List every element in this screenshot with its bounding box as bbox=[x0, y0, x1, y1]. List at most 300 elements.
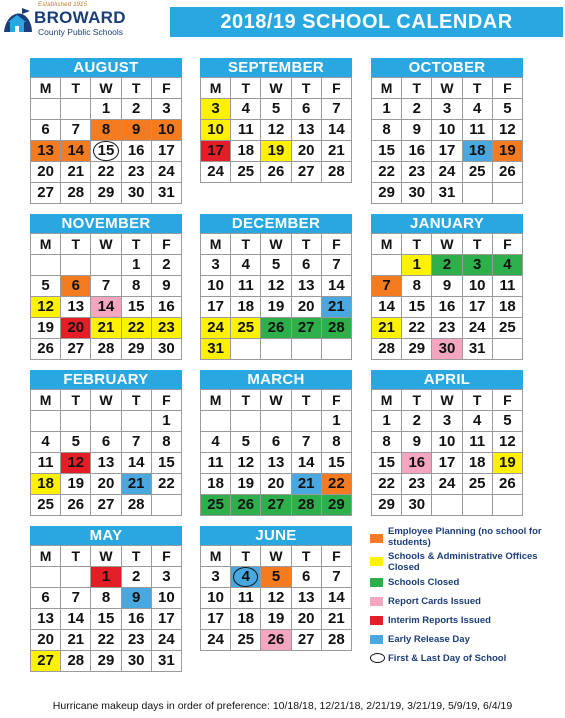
day-cell: 27 bbox=[292, 630, 322, 651]
empty-cell bbox=[61, 411, 91, 432]
day-cell: 4 bbox=[231, 255, 261, 276]
day-cell: 26 bbox=[61, 495, 91, 516]
empty-cell bbox=[231, 411, 261, 432]
day-cell: 23 bbox=[122, 630, 152, 651]
month-name: OCTOBER bbox=[371, 58, 523, 77]
weekday-header: T bbox=[463, 234, 493, 255]
empty-cell bbox=[463, 495, 493, 516]
day-cell: 24 bbox=[432, 474, 462, 495]
month-grid bbox=[30, 77, 182, 204]
month-grid bbox=[30, 233, 182, 360]
day-cell: 26 bbox=[261, 630, 291, 651]
day-cell: 21 bbox=[122, 474, 152, 495]
day-cell: 12 bbox=[261, 120, 291, 141]
hurricane-makeup-note: Hurricane makeup days in order of preference: 10/18/18, 12/21/18, 2/21/19, 3/21/19, 5/9/19, 6/4/19 bbox=[52, 700, 513, 712]
day-cell: 5 bbox=[31, 276, 61, 297]
day-cell: 14 bbox=[91, 297, 121, 318]
month-name: SEPTEMBER bbox=[200, 58, 352, 77]
day-cell: 23 bbox=[402, 474, 432, 495]
day-cell: 16 bbox=[122, 609, 152, 630]
empty-cell bbox=[231, 339, 261, 360]
day-cell: 1 bbox=[322, 411, 352, 432]
day-cell: 30 bbox=[432, 339, 462, 360]
schoolhouse-logo-icon bbox=[2, 2, 34, 36]
day-cell: 9 bbox=[402, 120, 432, 141]
weekday-header: T bbox=[231, 78, 261, 99]
day-cell: 21 bbox=[322, 609, 352, 630]
day-cell: 20 bbox=[292, 141, 322, 162]
legend-item-interim-reports bbox=[368, 615, 564, 627]
legend-item-report-cards bbox=[368, 596, 564, 608]
day-cell: 11 bbox=[231, 588, 261, 609]
oval-marker-icon bbox=[370, 653, 385, 663]
day-cell: 1 bbox=[372, 411, 402, 432]
day-cell: 24 bbox=[201, 318, 231, 339]
weekday-header: M bbox=[201, 390, 231, 411]
day-cell: 1 bbox=[372, 99, 402, 120]
day-cell: 31 bbox=[463, 339, 493, 360]
weekday-header: T bbox=[231, 390, 261, 411]
day-cell: 25 bbox=[231, 630, 261, 651]
day-cell: 19 bbox=[61, 474, 91, 495]
day-cell: 22 bbox=[372, 162, 402, 183]
page-title: 2018/19 SCHOOL CALENDAR bbox=[220, 11, 513, 33]
day-cell: 20 bbox=[61, 318, 91, 339]
weekday-header: W bbox=[91, 78, 121, 99]
day-cell: 12 bbox=[261, 276, 291, 297]
empty-cell bbox=[372, 255, 402, 276]
day-cell: 18 bbox=[201, 474, 231, 495]
day-cell: 5 bbox=[261, 255, 291, 276]
month-name: JUNE bbox=[200, 526, 352, 545]
day-cell: 15 bbox=[91, 141, 121, 162]
day-cell: 25 bbox=[493, 318, 523, 339]
day-cell: 26 bbox=[493, 162, 523, 183]
weekday-header: T bbox=[61, 546, 91, 567]
weekday-header: F bbox=[322, 546, 352, 567]
weekday-header: W bbox=[91, 390, 121, 411]
day-cell: 31 bbox=[152, 651, 182, 672]
weekday-header: F bbox=[152, 234, 182, 255]
weekday-header: W bbox=[91, 234, 121, 255]
weekday-header: W bbox=[432, 234, 462, 255]
day-cell: 15 bbox=[402, 297, 432, 318]
legend-label: Employee Planning (no school for students) bbox=[388, 526, 542, 548]
empty-cell bbox=[292, 339, 322, 360]
weekday-header: F bbox=[493, 234, 523, 255]
month-january bbox=[371, 214, 523, 360]
weekday-header: M bbox=[31, 390, 61, 411]
day-cell: 28 bbox=[292, 495, 322, 516]
day-cell: 12 bbox=[61, 453, 91, 474]
day-cell: 4 bbox=[201, 432, 231, 453]
day-cell: 4 bbox=[463, 411, 493, 432]
day-cell: 6 bbox=[292, 567, 322, 588]
day-cell: 16 bbox=[402, 453, 432, 474]
day-cell: 3 bbox=[432, 411, 462, 432]
month-march bbox=[200, 370, 352, 516]
weekday-header: M bbox=[31, 78, 61, 99]
day-cell: 27 bbox=[91, 495, 121, 516]
day-cell: 17 bbox=[152, 141, 182, 162]
day-cell: 12 bbox=[261, 588, 291, 609]
day-cell: 2 bbox=[402, 99, 432, 120]
month-grid bbox=[371, 389, 523, 516]
weekday-header: M bbox=[372, 78, 402, 99]
legend-swatch bbox=[370, 534, 383, 543]
day-cell: 28 bbox=[322, 630, 352, 651]
empty-cell bbox=[292, 411, 322, 432]
day-cell: 7 bbox=[322, 99, 352, 120]
day-cell: 14 bbox=[322, 120, 352, 141]
empty-cell bbox=[122, 411, 152, 432]
day-cell: 14 bbox=[61, 609, 91, 630]
title-banner bbox=[170, 7, 563, 37]
day-cell: 2 bbox=[402, 411, 432, 432]
weekday-header: T bbox=[292, 78, 322, 99]
weekday-header: T bbox=[61, 78, 91, 99]
empty-cell bbox=[31, 99, 61, 120]
day-cell: 10 bbox=[152, 120, 182, 141]
day-cell: 11 bbox=[493, 276, 523, 297]
weekday-header: T bbox=[292, 234, 322, 255]
day-cell: 31 bbox=[201, 339, 231, 360]
day-cell: 16 bbox=[402, 141, 432, 162]
day-cell: 22 bbox=[91, 162, 121, 183]
day-cell: 6 bbox=[61, 276, 91, 297]
weekday-header: W bbox=[261, 234, 291, 255]
day-cell: 7 bbox=[61, 588, 91, 609]
day-cell: 21 bbox=[372, 318, 402, 339]
day-cell: 28 bbox=[322, 318, 352, 339]
day-cell: 21 bbox=[91, 318, 121, 339]
day-cell: 18 bbox=[231, 141, 261, 162]
day-cell: 12 bbox=[493, 432, 523, 453]
weekday-header: F bbox=[322, 234, 352, 255]
day-cell: 6 bbox=[292, 255, 322, 276]
day-cell: 11 bbox=[231, 276, 261, 297]
day-cell: 1 bbox=[152, 411, 182, 432]
empty-cell bbox=[432, 495, 462, 516]
legend-label: Interim Reports Issued bbox=[388, 615, 491, 626]
day-cell: 14 bbox=[61, 141, 91, 162]
month-may bbox=[30, 526, 182, 672]
day-cell: 1 bbox=[91, 99, 121, 120]
day-cell: 4 bbox=[231, 99, 261, 120]
day-cell: 14 bbox=[122, 453, 152, 474]
day-cell: 5 bbox=[493, 411, 523, 432]
empty-cell bbox=[61, 567, 91, 588]
weekday-header: W bbox=[432, 78, 462, 99]
day-cell: 20 bbox=[91, 474, 121, 495]
day-cell: 28 bbox=[61, 183, 91, 204]
weekday-header: T bbox=[61, 390, 91, 411]
day-cell: 2 bbox=[152, 255, 182, 276]
day-cell: 3 bbox=[432, 99, 462, 120]
day-cell: 10 bbox=[201, 276, 231, 297]
month-october bbox=[371, 58, 523, 204]
month-grid bbox=[200, 545, 352, 651]
day-cell: 5 bbox=[61, 432, 91, 453]
legend-item-first-last-day bbox=[368, 653, 564, 665]
day-cell: 22 bbox=[372, 474, 402, 495]
day-cell: 10 bbox=[463, 276, 493, 297]
day-cell: 25 bbox=[201, 495, 231, 516]
month-grid bbox=[200, 389, 352, 516]
district-logo bbox=[2, 2, 152, 42]
day-cell: 11 bbox=[31, 453, 61, 474]
month-grid bbox=[371, 233, 523, 360]
day-cell: 26 bbox=[493, 474, 523, 495]
day-cell: 26 bbox=[261, 318, 291, 339]
empty-cell bbox=[493, 495, 523, 516]
empty-cell bbox=[261, 339, 291, 360]
empty-cell bbox=[152, 495, 182, 516]
day-cell: 25 bbox=[463, 162, 493, 183]
empty-cell bbox=[322, 339, 352, 360]
day-cell: 30 bbox=[152, 339, 182, 360]
day-cell: 25 bbox=[231, 162, 261, 183]
day-cell: 15 bbox=[322, 453, 352, 474]
legend-swatch bbox=[370, 557, 383, 566]
day-cell: 11 bbox=[463, 120, 493, 141]
day-cell: 19 bbox=[493, 141, 523, 162]
weekday-header: T bbox=[122, 546, 152, 567]
day-cell: 16 bbox=[122, 141, 152, 162]
day-cell: 18 bbox=[493, 297, 523, 318]
weekday-header: M bbox=[372, 390, 402, 411]
day-cell: 2 bbox=[122, 567, 152, 588]
legend-label: Schools & Administrative Offices Closed bbox=[388, 551, 538, 573]
day-cell: 15 bbox=[372, 141, 402, 162]
day-cell: 6 bbox=[91, 432, 121, 453]
day-cell: 18 bbox=[31, 474, 61, 495]
day-cell: 18 bbox=[463, 141, 493, 162]
day-cell: 24 bbox=[152, 630, 182, 651]
day-cell: 10 bbox=[152, 588, 182, 609]
day-cell: 12 bbox=[231, 453, 261, 474]
empty-cell bbox=[493, 339, 523, 360]
weekday-header: M bbox=[31, 234, 61, 255]
day-cell: 21 bbox=[292, 474, 322, 495]
day-cell: 7 bbox=[292, 432, 322, 453]
day-cell: 11 bbox=[463, 432, 493, 453]
empty-cell bbox=[463, 183, 493, 204]
day-cell: 23 bbox=[122, 162, 152, 183]
day-cell: 1 bbox=[402, 255, 432, 276]
weekday-header: F bbox=[152, 546, 182, 567]
day-cell: 7 bbox=[91, 276, 121, 297]
month-november bbox=[30, 214, 182, 360]
day-cell: 8 bbox=[402, 276, 432, 297]
day-cell: 3 bbox=[201, 99, 231, 120]
day-cell: 24 bbox=[152, 162, 182, 183]
empty-cell bbox=[31, 411, 61, 432]
day-cell: 21 bbox=[322, 141, 352, 162]
month-grid bbox=[371, 77, 523, 204]
weekday-header: T bbox=[231, 234, 261, 255]
day-cell: 24 bbox=[201, 630, 231, 651]
day-cell: 3 bbox=[152, 567, 182, 588]
weekday-header: W bbox=[432, 390, 462, 411]
day-cell: 18 bbox=[231, 297, 261, 318]
day-cell: 15 bbox=[152, 453, 182, 474]
day-cell: 20 bbox=[31, 630, 61, 651]
month-february bbox=[30, 370, 182, 516]
day-cell: 8 bbox=[372, 120, 402, 141]
day-cell: 10 bbox=[432, 432, 462, 453]
day-cell: 13 bbox=[31, 609, 61, 630]
weekday-header: M bbox=[372, 234, 402, 255]
day-cell: 9 bbox=[432, 276, 462, 297]
day-cell: 19 bbox=[261, 141, 291, 162]
day-cell: 1 bbox=[91, 567, 121, 588]
day-cell: 14 bbox=[292, 453, 322, 474]
day-cell: 4 bbox=[493, 255, 523, 276]
day-cell: 27 bbox=[292, 318, 322, 339]
day-cell: 25 bbox=[31, 495, 61, 516]
day-cell: 29 bbox=[91, 183, 121, 204]
day-cell: 5 bbox=[231, 432, 261, 453]
weekday-header: F bbox=[493, 78, 523, 99]
month-december bbox=[200, 214, 352, 360]
day-cell: 5 bbox=[493, 99, 523, 120]
weekday-header: T bbox=[402, 234, 432, 255]
day-cell: 27 bbox=[31, 183, 61, 204]
weekday-header: M bbox=[201, 234, 231, 255]
legend-item-schools-offices-closed bbox=[368, 551, 564, 575]
day-cell: 10 bbox=[201, 120, 231, 141]
day-cell: 16 bbox=[432, 297, 462, 318]
day-cell: 5 bbox=[261, 99, 291, 120]
day-cell: 23 bbox=[152, 318, 182, 339]
day-cell: 21 bbox=[61, 630, 91, 651]
day-cell: 6 bbox=[31, 120, 61, 141]
legend-swatch bbox=[370, 597, 383, 606]
legend-label: Report Cards Issued bbox=[388, 596, 481, 607]
day-cell: 29 bbox=[372, 495, 402, 516]
legend-item-schools-closed bbox=[368, 577, 564, 589]
day-cell: 13 bbox=[292, 120, 322, 141]
legend-label: First & Last Day of School bbox=[388, 653, 507, 664]
day-cell: 5 bbox=[261, 567, 291, 588]
weekday-header: W bbox=[261, 390, 291, 411]
day-cell: 13 bbox=[91, 453, 121, 474]
empty-cell bbox=[493, 183, 523, 204]
day-cell: 4 bbox=[231, 567, 261, 588]
day-cell: 4 bbox=[463, 99, 493, 120]
day-cell: 9 bbox=[122, 120, 152, 141]
day-cell: 14 bbox=[322, 276, 352, 297]
weekday-header: T bbox=[122, 78, 152, 99]
day-cell: 12 bbox=[31, 297, 61, 318]
day-cell: 9 bbox=[122, 588, 152, 609]
weekday-header: W bbox=[261, 546, 291, 567]
weekday-header: M bbox=[201, 78, 231, 99]
day-cell: 15 bbox=[91, 609, 121, 630]
weekday-header: T bbox=[122, 234, 152, 255]
day-cell: 6 bbox=[261, 432, 291, 453]
day-cell: 29 bbox=[322, 495, 352, 516]
day-cell: 8 bbox=[91, 120, 121, 141]
day-cell: 2 bbox=[122, 99, 152, 120]
weekday-header: T bbox=[292, 390, 322, 411]
day-cell: 26 bbox=[261, 162, 291, 183]
day-cell: 26 bbox=[31, 339, 61, 360]
day-cell: 17 bbox=[201, 141, 231, 162]
day-cell: 23 bbox=[402, 162, 432, 183]
weekday-header: F bbox=[322, 390, 352, 411]
day-cell: 7 bbox=[322, 567, 352, 588]
month-name: DECEMBER bbox=[200, 214, 352, 233]
day-cell: 10 bbox=[432, 120, 462, 141]
day-cell: 19 bbox=[231, 474, 261, 495]
day-cell: 29 bbox=[372, 183, 402, 204]
month-april bbox=[371, 370, 523, 516]
day-cell: 23 bbox=[432, 318, 462, 339]
month-grid bbox=[200, 77, 352, 183]
day-cell: 17 bbox=[201, 609, 231, 630]
day-cell: 29 bbox=[402, 339, 432, 360]
day-cell: 6 bbox=[292, 99, 322, 120]
day-cell: 17 bbox=[201, 297, 231, 318]
day-cell: 19 bbox=[493, 453, 523, 474]
weekday-header: M bbox=[201, 546, 231, 567]
weekday-header: T bbox=[231, 546, 261, 567]
day-cell: 7 bbox=[61, 120, 91, 141]
month-august bbox=[30, 58, 182, 204]
month-grid bbox=[200, 233, 352, 360]
weekday-header: W bbox=[91, 546, 121, 567]
day-cell: 29 bbox=[91, 651, 121, 672]
day-cell: 30 bbox=[402, 183, 432, 204]
month-september bbox=[200, 58, 352, 183]
day-cell: 12 bbox=[493, 120, 523, 141]
logo-subtitle: County Public Schools bbox=[38, 27, 124, 37]
empty-cell bbox=[31, 255, 61, 276]
day-cell: 15 bbox=[122, 297, 152, 318]
day-cell: 24 bbox=[463, 318, 493, 339]
day-cell: 31 bbox=[152, 183, 182, 204]
month-name: MARCH bbox=[200, 370, 352, 389]
day-cell: 14 bbox=[372, 297, 402, 318]
logo-name: BROWARD bbox=[34, 8, 126, 27]
day-cell: 15 bbox=[372, 453, 402, 474]
day-cell: 17 bbox=[463, 297, 493, 318]
day-cell: 11 bbox=[201, 453, 231, 474]
weekday-header: T bbox=[402, 78, 432, 99]
day-cell: 1 bbox=[122, 255, 152, 276]
weekday-header: F bbox=[152, 78, 182, 99]
day-cell: 4 bbox=[31, 432, 61, 453]
day-cell: 21 bbox=[61, 162, 91, 183]
day-cell: 7 bbox=[122, 432, 152, 453]
day-cell: 28 bbox=[91, 339, 121, 360]
day-cell: 7 bbox=[372, 276, 402, 297]
legend-item-early-release bbox=[368, 634, 564, 646]
day-cell: 14 bbox=[322, 588, 352, 609]
day-cell: 22 bbox=[152, 474, 182, 495]
day-cell: 28 bbox=[372, 339, 402, 360]
day-cell: 9 bbox=[152, 276, 182, 297]
empty-cell bbox=[91, 411, 121, 432]
day-cell: 13 bbox=[61, 297, 91, 318]
day-cell: 27 bbox=[61, 339, 91, 360]
legend-label: Early Release Day bbox=[388, 634, 470, 645]
logo-established: Established 1915 bbox=[38, 2, 88, 8]
month-june bbox=[200, 526, 352, 651]
day-cell: 13 bbox=[261, 453, 291, 474]
